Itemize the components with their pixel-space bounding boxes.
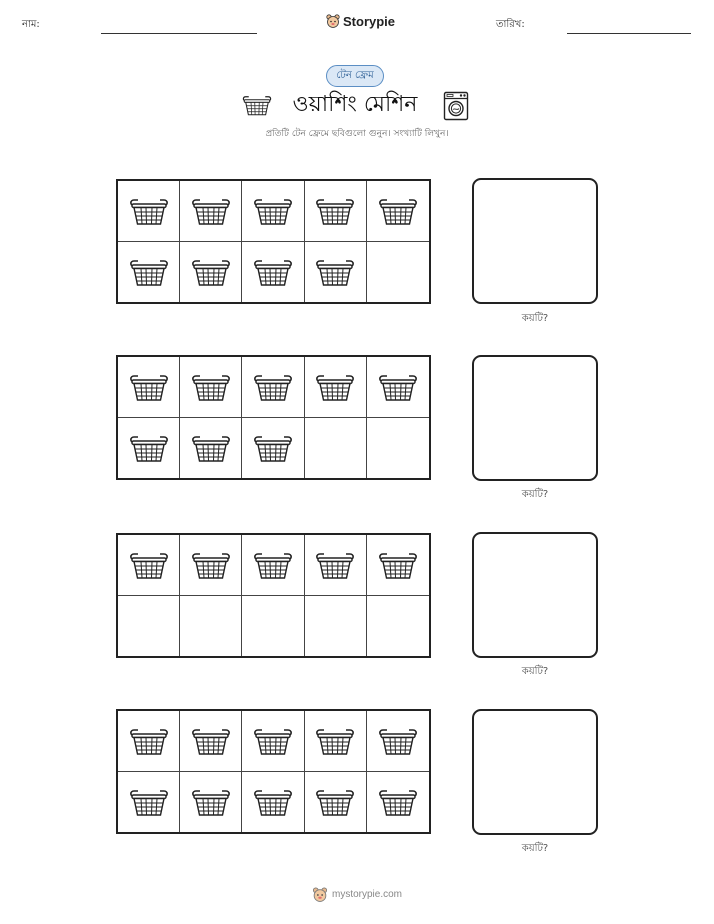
ten-frame-4 <box>116 709 431 834</box>
ten-frame-cell <box>180 242 242 303</box>
ten-frame-cell <box>305 711 367 772</box>
ten-frame-3 <box>116 533 431 658</box>
worksheet-title: ওয়াশিং মেশিন <box>292 92 418 117</box>
date-field[interactable] <box>567 33 691 34</box>
answer-box-1[interactable] <box>472 178 598 304</box>
answer-box-3[interactable] <box>472 532 598 658</box>
bear-logo-icon <box>326 13 340 29</box>
ten-frame-cell <box>305 772 367 833</box>
answer-label-2: কয়টি? <box>521 489 549 500</box>
ten-frame-cell <box>242 711 304 772</box>
laundry-basket-icon <box>253 371 293 403</box>
ten-frame-cell <box>367 772 429 833</box>
laundry-basket-icon <box>191 195 231 227</box>
laundry-basket-icon <box>315 195 355 227</box>
ten-frame-1 <box>116 179 431 304</box>
laundry-basket-icon <box>191 371 231 403</box>
laundry-basket-icon <box>253 256 293 288</box>
ten-frame-cell <box>305 535 367 596</box>
footer-url: mystorypie.com <box>331 889 402 900</box>
laundry-basket-icon <box>253 786 293 818</box>
logo-text: Storypie <box>343 13 396 29</box>
title-row <box>0 88 714 122</box>
ten-frame-cell <box>367 596 429 657</box>
laundry-basket-icon <box>253 725 293 757</box>
laundry-basket-icon <box>315 256 355 288</box>
ten-frame-cell <box>242 242 304 303</box>
ten-frame-cell <box>118 418 180 479</box>
laundry-basket-icon <box>253 432 293 464</box>
laundry-basket-icon <box>253 549 293 581</box>
laundry-basket-icon <box>129 195 169 227</box>
ten-frame-cell <box>180 596 242 657</box>
ten-frame-cell <box>367 357 429 418</box>
laundry-basket-icon <box>129 432 169 464</box>
laundry-basket-icon <box>378 786 418 818</box>
ten-frame-cell <box>242 418 304 479</box>
ten-frame-cell <box>118 242 180 303</box>
laundry-basket-icon <box>242 93 272 117</box>
ten-frame-cell <box>242 535 304 596</box>
ten-frame-cell <box>180 772 242 833</box>
ten-frame-cell <box>180 357 242 418</box>
footer <box>0 886 714 903</box>
laundry-basket-icon <box>191 256 231 288</box>
laundry-basket-icon <box>191 725 231 757</box>
name-field[interactable] <box>101 33 257 34</box>
ten-frame-cell <box>242 596 304 657</box>
laundry-basket-icon <box>315 549 355 581</box>
laundry-basket-icon <box>191 786 231 818</box>
date-label: তারিখ: <box>496 19 525 30</box>
laundry-basket-icon <box>378 549 418 581</box>
ten-frame-cell <box>180 418 242 479</box>
laundry-basket-icon <box>378 725 418 757</box>
laundry-basket-icon <box>315 786 355 818</box>
instruction-text: প্রতিটি টেন ফ্রেমে ছবিগুলো গুনুন। সংখ্যাটি লিখুন। <box>265 129 449 139</box>
laundry-basket-icon <box>378 195 418 227</box>
laundry-basket-icon <box>191 549 231 581</box>
laundry-basket-icon <box>191 432 231 464</box>
answer-label-1: কয়টি? <box>521 313 549 324</box>
laundry-basket-icon <box>378 371 418 403</box>
ten-frame-cell <box>118 596 180 657</box>
ten-frame-cell <box>367 181 429 242</box>
bear-logo-icon <box>312 886 328 903</box>
ten-frame-cell <box>367 711 429 772</box>
answer-box-2[interactable] <box>472 355 598 481</box>
worksheet-type-badge: টেন ফ্রেম <box>326 65 384 87</box>
ten-frame-cell <box>242 357 304 418</box>
ten-frame-cell <box>180 711 242 772</box>
laundry-basket-icon <box>129 371 169 403</box>
name-label: নাম: <box>22 19 40 30</box>
answer-label-3: কয়টি? <box>521 666 549 677</box>
laundry-basket-icon <box>315 371 355 403</box>
ten-frame-cell <box>367 418 429 479</box>
storypie-logo <box>326 13 395 29</box>
laundry-basket-icon <box>129 725 169 757</box>
ten-frame-cell <box>180 181 242 242</box>
laundry-basket-icon <box>129 786 169 818</box>
laundry-basket-icon <box>253 195 293 227</box>
ten-frame-cell <box>305 418 367 479</box>
answer-box-4[interactable] <box>472 709 598 835</box>
ten-frame-cell <box>242 181 304 242</box>
laundry-basket-icon <box>315 725 355 757</box>
washing-machine-icon <box>443 91 469 121</box>
ten-frame-cell <box>180 535 242 596</box>
ten-frame-cell <box>305 357 367 418</box>
laundry-basket-icon <box>129 256 169 288</box>
ten-frame-cell <box>118 772 180 833</box>
ten-frame-cell <box>118 711 180 772</box>
ten-frame-cell <box>118 181 180 242</box>
ten-frame-cell <box>242 772 304 833</box>
answer-label-4: কয়টি? <box>521 843 549 854</box>
ten-frame-cell <box>118 535 180 596</box>
ten-frame-cell <box>305 596 367 657</box>
ten-frame-cell <box>305 242 367 303</box>
ten-frame-cell <box>118 357 180 418</box>
ten-frame-cell <box>367 242 429 303</box>
ten-frame-cell <box>367 535 429 596</box>
ten-frame-cell <box>305 181 367 242</box>
laundry-basket-icon <box>129 549 169 581</box>
ten-frame-2 <box>116 355 431 480</box>
